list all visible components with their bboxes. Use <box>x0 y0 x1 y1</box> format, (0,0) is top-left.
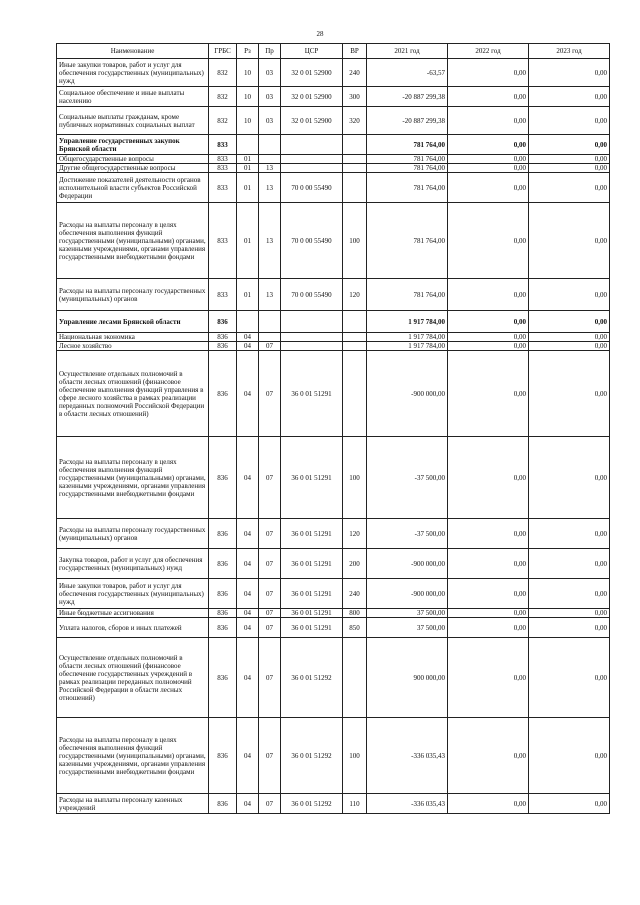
budget-table <box>56 43 610 814</box>
cell-rz: 01 <box>237 203 259 279</box>
cell-2021: 37 500,00 <box>367 618 448 638</box>
cell-name: Общегосударственные вопросы <box>57 155 209 164</box>
cell-2021: 781 764,00 <box>367 173 448 203</box>
cell-2023: 0,00 <box>529 342 610 351</box>
cell-vr <box>343 173 367 203</box>
cell-grbs: 836 <box>209 718 237 794</box>
cell-pr: 07 <box>259 519 281 549</box>
cell-pr: 13 <box>259 203 281 279</box>
cell-name: Расходы на выплаты персоналу казенных учреждений <box>57 794 209 814</box>
cell-grbs: 836 <box>209 638 237 718</box>
cell-pr <box>259 135 281 155</box>
cell-2022: 0,00 <box>448 135 529 155</box>
cell-csr <box>281 342 343 351</box>
cell-rz: 04 <box>237 549 259 579</box>
cell-name: Расходы на выплаты персоналу в целях обеспечения выполнения функций государственными (муниципальными) органами, казенными учреждениями, органами управления государственными внебюджетными фондами <box>57 437 209 519</box>
cell-grbs: 836 <box>209 311 237 333</box>
cell-2023: 0,00 <box>529 135 610 155</box>
table-row <box>57 794 610 814</box>
cell-2023: 0,00 <box>529 609 610 618</box>
cell-2022: 0,00 <box>448 519 529 549</box>
cell-csr: 36 0 01 51292 <box>281 794 343 814</box>
cell-csr: 36 0 01 51291 <box>281 609 343 618</box>
cell-2021: -20 887 299,38 <box>367 107 448 135</box>
cell-name: Уплата налогов, сборов и иных платежей <box>57 618 209 638</box>
cell-pr: 07 <box>259 618 281 638</box>
cell-csr <box>281 333 343 342</box>
cell-rz: 04 <box>237 351 259 437</box>
col-header-2023: 2023 год <box>529 44 610 59</box>
cell-name: Расходы на выплаты персоналу государственных (муниципальных) органов <box>57 519 209 549</box>
cell-grbs: 836 <box>209 333 237 342</box>
cell-2023: 0,00 <box>529 203 610 279</box>
table-row <box>57 333 610 342</box>
cell-vr: 850 <box>343 618 367 638</box>
cell-rz <box>237 311 259 333</box>
cell-name: Иные закупки товаров, работ и услуг для обеспечения государственных (муниципальных) нужд <box>57 59 209 87</box>
cell-csr: 32 0 01 52900 <box>281 107 343 135</box>
cell-rz: 04 <box>237 718 259 794</box>
table-row <box>57 279 610 311</box>
cell-2023: 0,00 <box>529 549 610 579</box>
cell-2023: 0,00 <box>529 437 610 519</box>
table-row <box>57 437 610 519</box>
col-header-2022: 2022 год <box>448 44 529 59</box>
cell-2022: 0,00 <box>448 203 529 279</box>
cell-rz: 04 <box>237 519 259 549</box>
cell-pr: 03 <box>259 59 281 87</box>
cell-name: Осуществление отдельных полномочий в области лесных отношений (финансовое обеспечение выполнения функций управления в сфере лесного хозяйства в рамках реализации переданных полномочий Российской Федерации в области лесных отношений) <box>57 351 209 437</box>
table-row <box>57 59 610 87</box>
cell-grbs: 833 <box>209 135 237 155</box>
cell-grbs: 836 <box>209 351 237 437</box>
cell-vr: 200 <box>343 549 367 579</box>
cell-grbs: 836 <box>209 618 237 638</box>
cell-rz: 04 <box>237 618 259 638</box>
cell-vr: 100 <box>343 718 367 794</box>
table-row <box>57 618 610 638</box>
cell-csr <box>281 164 343 173</box>
cell-pr <box>259 333 281 342</box>
cell-name: Другие общегосударственные вопросы <box>57 164 209 173</box>
cell-2022: 0,00 <box>448 333 529 342</box>
cell-vr <box>343 135 367 155</box>
table-row <box>57 609 610 618</box>
cell-rz: 04 <box>237 437 259 519</box>
cell-name: Расходы на выплаты персоналу в целях обеспечения выполнения функций государственными (муниципальными) органами, казенными учреждениями, органами управления государственными внебюджетными фондами <box>57 718 209 794</box>
cell-vr: 800 <box>343 609 367 618</box>
cell-name: Управление государственных закупок Брянской области <box>57 135 209 155</box>
cell-grbs: 832 <box>209 59 237 87</box>
cell-2022: 0,00 <box>448 618 529 638</box>
cell-rz <box>237 135 259 155</box>
table-row <box>57 164 610 173</box>
cell-2022: 0,00 <box>448 351 529 437</box>
cell-csr <box>281 311 343 333</box>
page-number: 28 <box>316 30 324 38</box>
cell-vr <box>343 638 367 718</box>
cell-csr: 70 0 00 55490 <box>281 173 343 203</box>
cell-name: Достижение показателей деятельности органов исполнительной власти субъектов Российской Федерации <box>57 173 209 203</box>
cell-2022: 0,00 <box>448 164 529 173</box>
cell-grbs: 836 <box>209 609 237 618</box>
cell-2021: 781 764,00 <box>367 164 448 173</box>
cell-name: Управление лесами Брянской области <box>57 311 209 333</box>
table-row <box>57 342 610 351</box>
cell-grbs: 836 <box>209 437 237 519</box>
cell-grbs: 833 <box>209 203 237 279</box>
cell-csr: 36 0 01 51291 <box>281 618 343 638</box>
cell-2021: 37 500,00 <box>367 609 448 618</box>
cell-name: Иные закупки товаров, работ и услуг для обеспечения государственных (муниципальных) нужд <box>57 579 209 609</box>
col-header-2021: 2021 год <box>367 44 448 59</box>
col-header-csr: ЦСР <box>281 44 343 59</box>
cell-pr: 03 <box>259 107 281 135</box>
cell-vr <box>343 342 367 351</box>
cell-2021: -900 000,00 <box>367 549 448 579</box>
cell-2022: 0,00 <box>448 794 529 814</box>
cell-2022: 0,00 <box>448 549 529 579</box>
cell-csr <box>281 155 343 164</box>
cell-2021: 781 764,00 <box>367 203 448 279</box>
cell-grbs: 836 <box>209 342 237 351</box>
cell-vr: 110 <box>343 794 367 814</box>
cell-csr: 36 0 01 51292 <box>281 718 343 794</box>
cell-csr: 70 0 00 55490 <box>281 279 343 311</box>
table-row <box>57 87 610 107</box>
cell-rz: 04 <box>237 794 259 814</box>
cell-vr <box>343 333 367 342</box>
cell-grbs: 836 <box>209 519 237 549</box>
table-body <box>57 59 610 814</box>
cell-2022: 0,00 <box>448 718 529 794</box>
cell-csr <box>281 135 343 155</box>
cell-pr: 07 <box>259 437 281 519</box>
cell-2022: 0,00 <box>448 638 529 718</box>
cell-pr: 07 <box>259 609 281 618</box>
cell-2022: 0,00 <box>448 579 529 609</box>
cell-2023: 0,00 <box>529 279 610 311</box>
cell-vr: 120 <box>343 519 367 549</box>
cell-grbs: 833 <box>209 164 237 173</box>
cell-2023: 0,00 <box>529 638 610 718</box>
cell-pr: 03 <box>259 87 281 107</box>
cell-rz: 01 <box>237 279 259 311</box>
cell-rz: 01 <box>237 164 259 173</box>
table-row <box>57 549 610 579</box>
cell-rz: 10 <box>237 107 259 135</box>
cell-pr: 07 <box>259 794 281 814</box>
cell-csr: 36 0 01 51292 <box>281 638 343 718</box>
cell-pr <box>259 311 281 333</box>
cell-2023: 0,00 <box>529 155 610 164</box>
cell-pr: 07 <box>259 579 281 609</box>
cell-name: Расходы на выплаты персоналу государственных (муниципальных) органов <box>57 279 209 311</box>
cell-2022: 0,00 <box>448 342 529 351</box>
cell-2023: 0,00 <box>529 87 610 107</box>
cell-csr: 36 0 01 51291 <box>281 437 343 519</box>
cell-vr: 320 <box>343 107 367 135</box>
table-header-row <box>57 44 610 59</box>
cell-csr: 36 0 01 51291 <box>281 351 343 437</box>
cell-rz: 04 <box>237 609 259 618</box>
cell-2021: -336 035,43 <box>367 718 448 794</box>
cell-pr: 13 <box>259 279 281 311</box>
cell-pr <box>259 155 281 164</box>
cell-2022: 0,00 <box>448 107 529 135</box>
cell-pr: 07 <box>259 549 281 579</box>
cell-2023: 0,00 <box>529 107 610 135</box>
cell-grbs: 836 <box>209 579 237 609</box>
table-row <box>57 579 610 609</box>
col-header-grbs: ГРБС <box>209 44 237 59</box>
col-header-pr: Пр <box>259 44 281 59</box>
cell-2021: 781 764,00 <box>367 155 448 164</box>
col-header-vr: ВР <box>343 44 367 59</box>
cell-csr: 36 0 01 51291 <box>281 549 343 579</box>
cell-2023: 0,00 <box>529 59 610 87</box>
cell-2022: 0,00 <box>448 87 529 107</box>
cell-2023: 0,00 <box>529 519 610 549</box>
cell-vr: 120 <box>343 279 367 311</box>
table-row <box>57 638 610 718</box>
table-row <box>57 351 610 437</box>
cell-grbs: 833 <box>209 173 237 203</box>
table-row <box>57 173 610 203</box>
cell-vr <box>343 164 367 173</box>
table-row <box>57 107 610 135</box>
cell-2023: 0,00 <box>529 333 610 342</box>
cell-2022: 0,00 <box>448 437 529 519</box>
cell-rz: 04 <box>237 342 259 351</box>
cell-2023: 0,00 <box>529 164 610 173</box>
table-row <box>57 718 610 794</box>
cell-rz: 04 <box>237 333 259 342</box>
col-header-rz: Рз <box>237 44 259 59</box>
cell-2021: -900 000,00 <box>367 579 448 609</box>
cell-pr: 07 <box>259 718 281 794</box>
cell-2021: -37 500,00 <box>367 437 448 519</box>
cell-2023: 0,00 <box>529 311 610 333</box>
cell-name: Лесное хозяйство <box>57 342 209 351</box>
cell-name: Осуществление отдельных полномочий в области лесных отношений (финансовое обеспечение государственных учреждений в рамках реализации переданных полномочий Российской Федерации в области лесных отношений) <box>57 638 209 718</box>
table-row <box>57 519 610 549</box>
cell-csr: 36 0 01 51291 <box>281 519 343 549</box>
cell-vr: 240 <box>343 59 367 87</box>
cell-pr: 07 <box>259 351 281 437</box>
cell-2023: 0,00 <box>529 618 610 638</box>
cell-rz: 01 <box>237 173 259 203</box>
cell-vr <box>343 311 367 333</box>
cell-csr: 70 0 00 55490 <box>281 203 343 279</box>
cell-vr <box>343 351 367 437</box>
cell-2021: -336 035,43 <box>367 794 448 814</box>
cell-2023: 0,00 <box>529 351 610 437</box>
cell-vr: 240 <box>343 579 367 609</box>
cell-2021: 1 917 784,00 <box>367 311 448 333</box>
cell-grbs: 832 <box>209 87 237 107</box>
cell-name: Расходы на выплаты персоналу в целях обеспечения выполнения функций государственными (муниципальными) органами, казенными учреждениями, органами управления государственными внебюджетными фондами <box>57 203 209 279</box>
table-row <box>57 155 610 164</box>
cell-rz: 04 <box>237 638 259 718</box>
cell-name: Национальная экономика <box>57 333 209 342</box>
cell-vr: 100 <box>343 437 367 519</box>
cell-csr: 36 0 01 51291 <box>281 579 343 609</box>
cell-2021: 1 917 784,00 <box>367 333 448 342</box>
cell-name: Иные бюджетные ассигнования <box>57 609 209 618</box>
col-header-name: Наименование <box>57 44 209 59</box>
cell-2023: 0,00 <box>529 579 610 609</box>
cell-grbs: 833 <box>209 155 237 164</box>
cell-vr: 300 <box>343 87 367 107</box>
cell-vr: 100 <box>343 203 367 279</box>
cell-grbs: 836 <box>209 549 237 579</box>
cell-rz: 10 <box>237 87 259 107</box>
cell-2021: 781 764,00 <box>367 279 448 311</box>
cell-grbs: 836 <box>209 794 237 814</box>
cell-2022: 0,00 <box>448 173 529 203</box>
cell-pr: 07 <box>259 638 281 718</box>
cell-pr: 13 <box>259 173 281 203</box>
cell-2022: 0,00 <box>448 311 529 333</box>
cell-2021: -20 887 299,38 <box>367 87 448 107</box>
cell-2021: 781 764,00 <box>367 135 448 155</box>
cell-2021: 900 000,00 <box>367 638 448 718</box>
cell-2022: 0,00 <box>448 155 529 164</box>
cell-csr: 32 0 01 52900 <box>281 59 343 87</box>
cell-2022: 0,00 <box>448 609 529 618</box>
cell-2022: 0,00 <box>448 59 529 87</box>
cell-rz: 01 <box>237 155 259 164</box>
cell-2021: -63,57 <box>367 59 448 87</box>
cell-2021: -900 000,00 <box>367 351 448 437</box>
cell-2023: 0,00 <box>529 794 610 814</box>
cell-grbs: 833 <box>209 279 237 311</box>
table-row <box>57 311 610 333</box>
cell-vr <box>343 155 367 164</box>
cell-name: Социальные выплаты гражданам, кроме публичных нормативных социальных выплат <box>57 107 209 135</box>
cell-2021: 1 917 784,00 <box>367 342 448 351</box>
table-row <box>57 135 610 155</box>
cell-pr: 13 <box>259 164 281 173</box>
table-row <box>57 203 610 279</box>
cell-rz: 10 <box>237 59 259 87</box>
cell-grbs: 832 <box>209 107 237 135</box>
cell-csr: 32 0 01 52900 <box>281 87 343 107</box>
cell-pr: 07 <box>259 342 281 351</box>
cell-name: Закупка товаров, работ и услуг для обеспечения государственных (муниципальных) нужд <box>57 549 209 579</box>
cell-2023: 0,00 <box>529 718 610 794</box>
cell-rz: 04 <box>237 579 259 609</box>
cell-2022: 0,00 <box>448 279 529 311</box>
cell-2023: 0,00 <box>529 173 610 203</box>
cell-name: Социальное обеспечение и иные выплаты населению <box>57 87 209 107</box>
cell-2021: -37 500,00 <box>367 519 448 549</box>
